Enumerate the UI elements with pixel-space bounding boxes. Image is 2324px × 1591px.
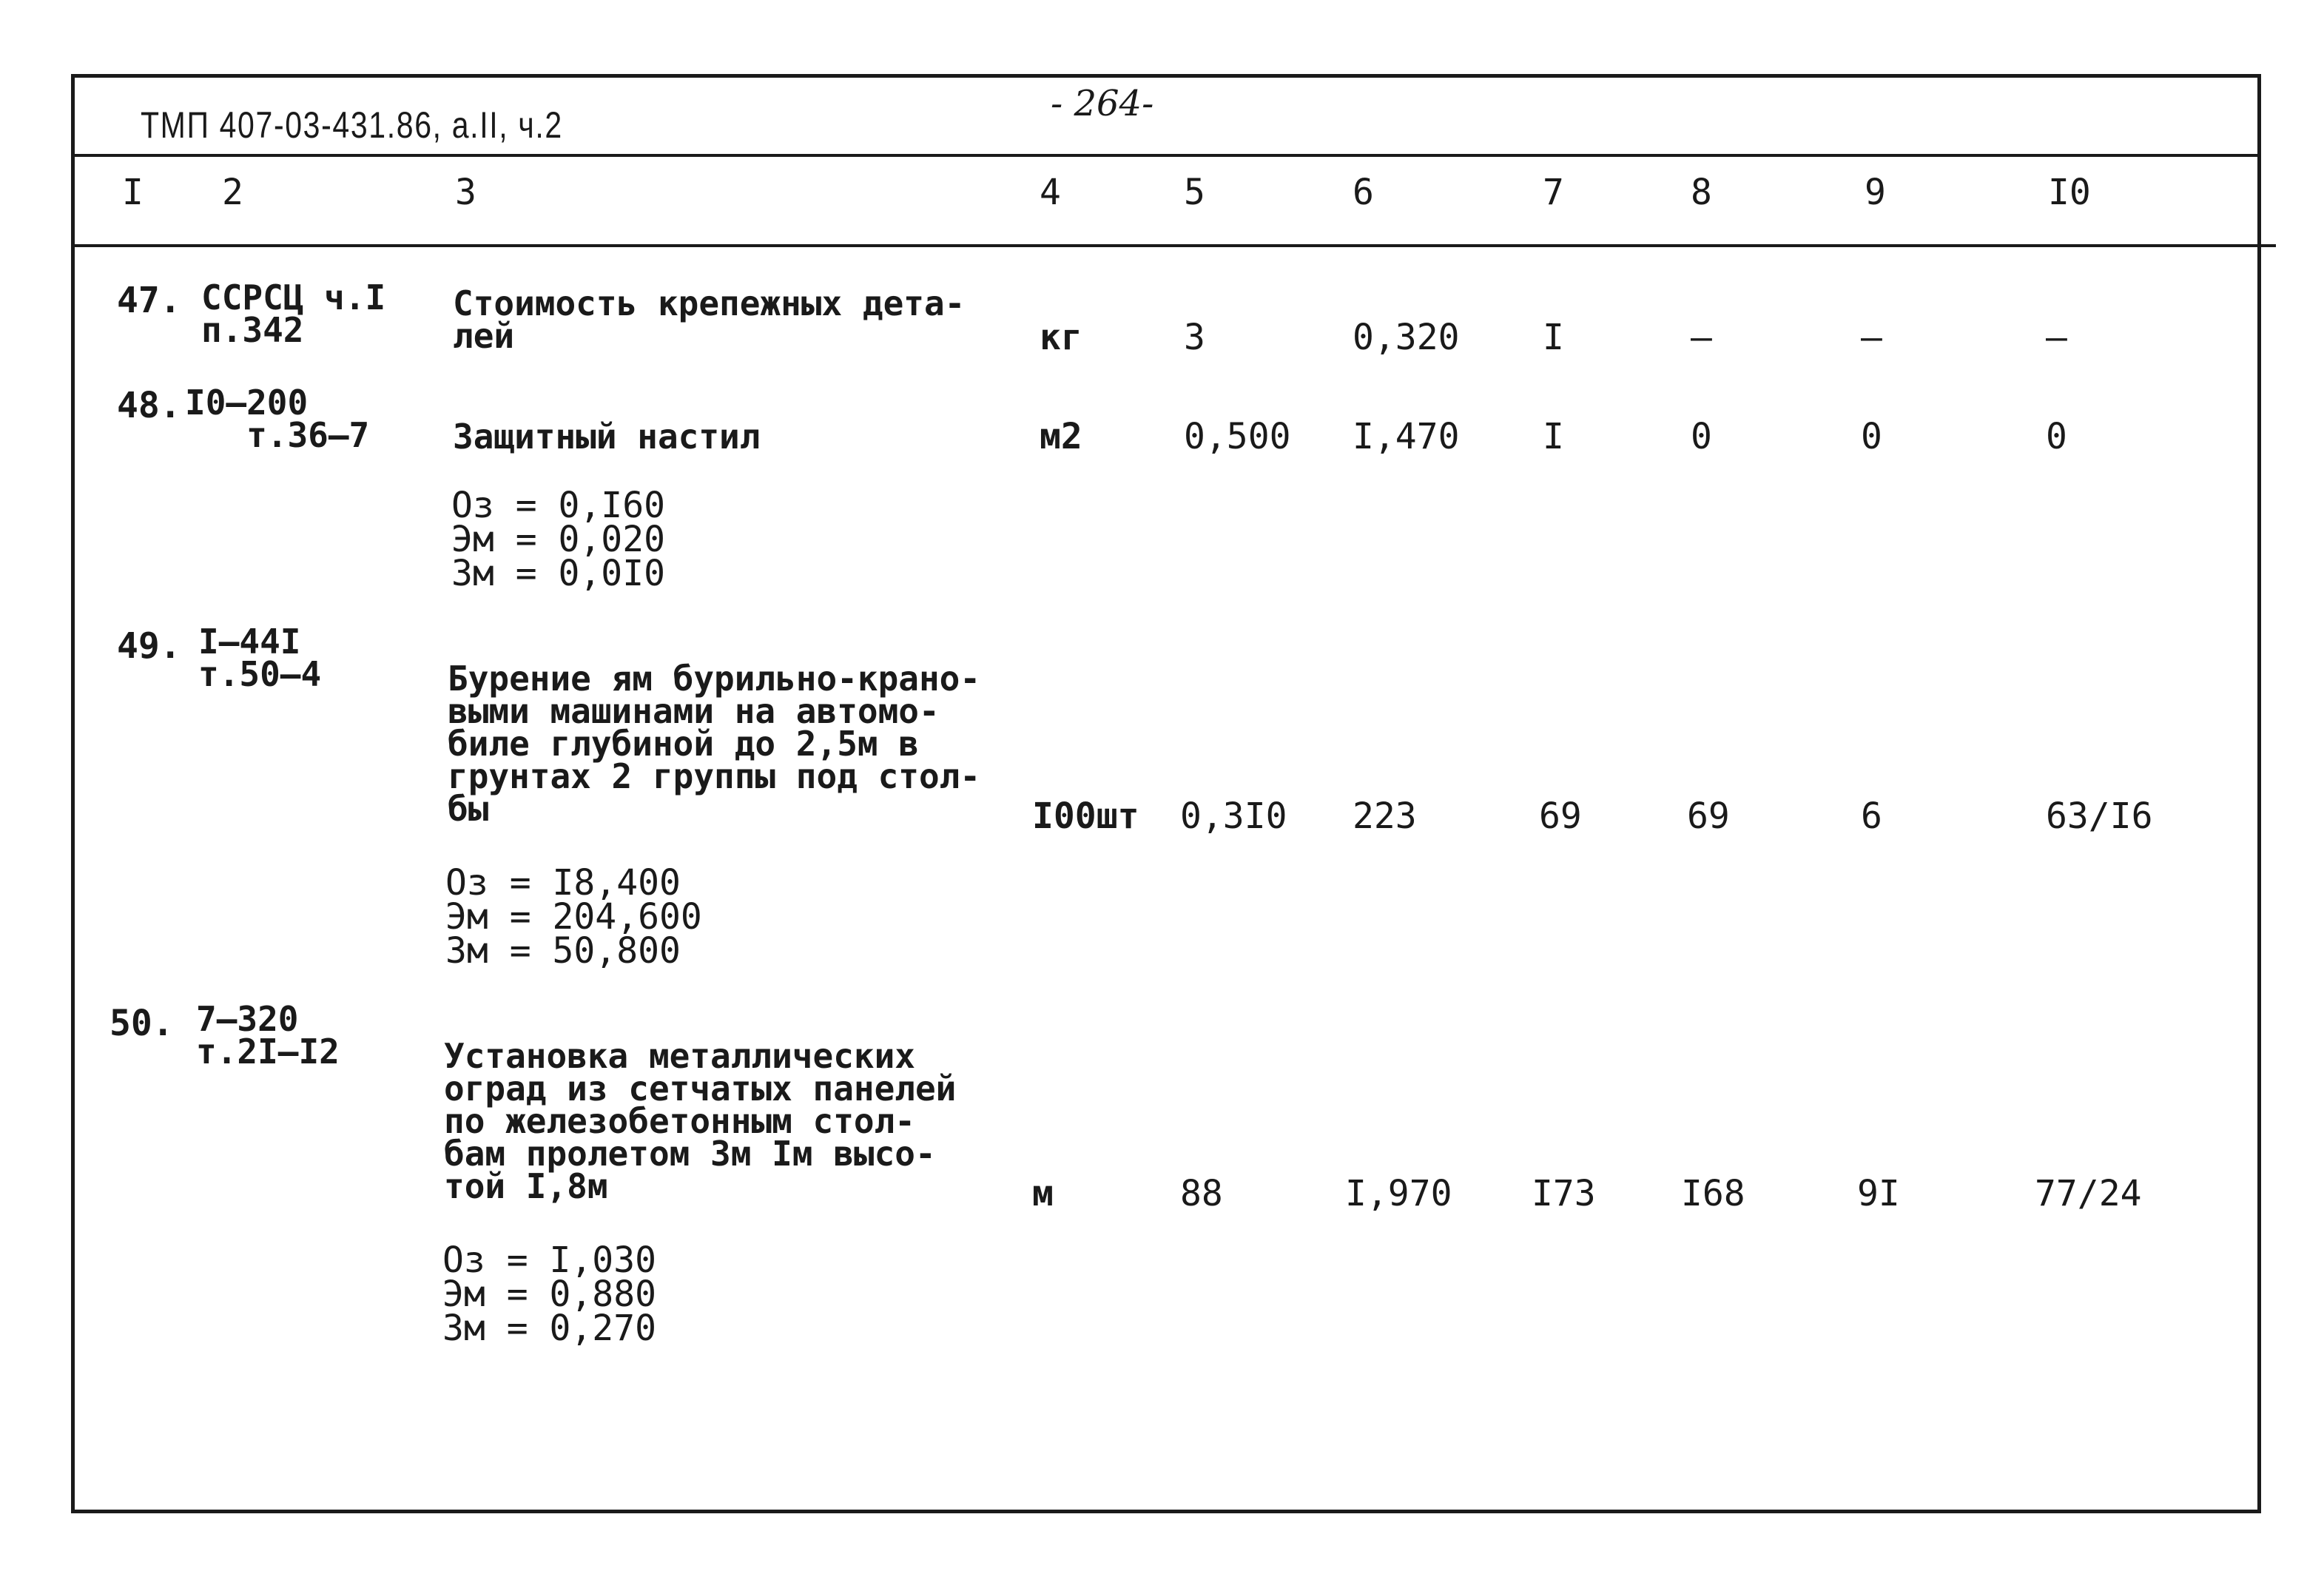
header-divider	[71, 154, 2260, 157]
row-unit: кг	[1040, 317, 1082, 358]
row-unit: м2	[1040, 416, 1082, 457]
column-header-5: 5	[1184, 172, 1205, 213]
row-col7: I	[1543, 317, 1564, 358]
page-number: - 264-	[1051, 83, 1154, 124]
row-description: Стоимость крепежных дета- лей	[453, 283, 966, 356]
row-col10: 77/24	[2035, 1173, 2142, 1214]
row-col9: 9I	[1857, 1173, 1900, 1214]
row-reference: ССРСЦ ч.I п.342	[201, 278, 386, 350]
row-col9: –	[1861, 317, 1882, 358]
row-number: 47.	[117, 280, 181, 321]
row-col10: 0	[2046, 416, 2067, 457]
row-col10: 63/I6	[2046, 796, 2153, 837]
column-header-6: 6	[1353, 172, 1374, 213]
document-code: ТМП 407-03-431.86, а.II, ч.2	[141, 104, 563, 146]
column-header-9: 9	[1865, 172, 1886, 213]
row-col6: I,470	[1353, 416, 1460, 457]
row-col7: I	[1543, 416, 1564, 457]
row-description: Защитный настил	[453, 417, 761, 457]
row-reference: I0–200 т.36–7	[185, 383, 370, 455]
row-col5: 3	[1184, 317, 1205, 358]
row-col7: 69	[1539, 796, 1582, 837]
row-col6: 223	[1353, 796, 1417, 837]
column-header-8: 8	[1691, 172, 1712, 213]
row-col10: –	[2046, 317, 2067, 358]
row-col9: 0	[1861, 416, 1882, 457]
row-number: 49.	[117, 625, 181, 667]
column-header-10: I0	[2048, 172, 2091, 213]
row-reference: I–44I т.50–4	[198, 622, 322, 694]
row-norms: Оз = I,030 Эм = 0,880 Зм = 0,270	[442, 1240, 656, 1349]
column-header-divider	[71, 244, 2276, 247]
row-number: 50.	[110, 1003, 174, 1044]
column-header-7: 7	[1543, 172, 1564, 213]
row-col6: 0,320	[1353, 317, 1460, 358]
row-col5: 88	[1180, 1173, 1223, 1214]
row-unit: м	[1032, 1173, 1054, 1214]
row-unit: I00шт	[1032, 796, 1139, 837]
row-col5: 0,500	[1184, 416, 1291, 457]
document-frame	[71, 74, 2261, 1513]
row-norms: Оз = I8,400 Эм = 204,600 Зм = 50,800	[445, 862, 702, 972]
row-norms: Оз = 0,I60 Эм = 0,020 Зм = 0,0I0	[451, 485, 665, 594]
row-number: 48.	[117, 385, 181, 426]
row-description: Установка металлических оград из сетчатых панелей по железобетонным стол- бам пролетом 3м Iм высо- той I,8м	[444, 1036, 957, 1206]
column-header-4: 4	[1040, 172, 1061, 213]
row-col7: I73	[1532, 1173, 1596, 1214]
column-header-3: 3	[455, 172, 476, 213]
row-col5: 0,3I0	[1180, 796, 1287, 837]
row-col6: I,970	[1345, 1173, 1452, 1214]
row-col9: 6	[1861, 796, 1882, 837]
row-col8: I68	[1681, 1173, 1745, 1214]
row-col8: –	[1691, 317, 1712, 358]
column-header-2: 2	[222, 172, 243, 213]
column-header-1: I	[122, 172, 144, 213]
row-reference: 7–320 т.2I–I2	[196, 999, 340, 1072]
row-description: Бурение ям бурильно-крано- выми машинами на автомо- биле глубиной до 2,5м в грунтах 2 группы под стол- бы	[448, 659, 981, 829]
row-col8: 0	[1691, 416, 1712, 457]
row-col8: 69	[1687, 796, 1730, 837]
